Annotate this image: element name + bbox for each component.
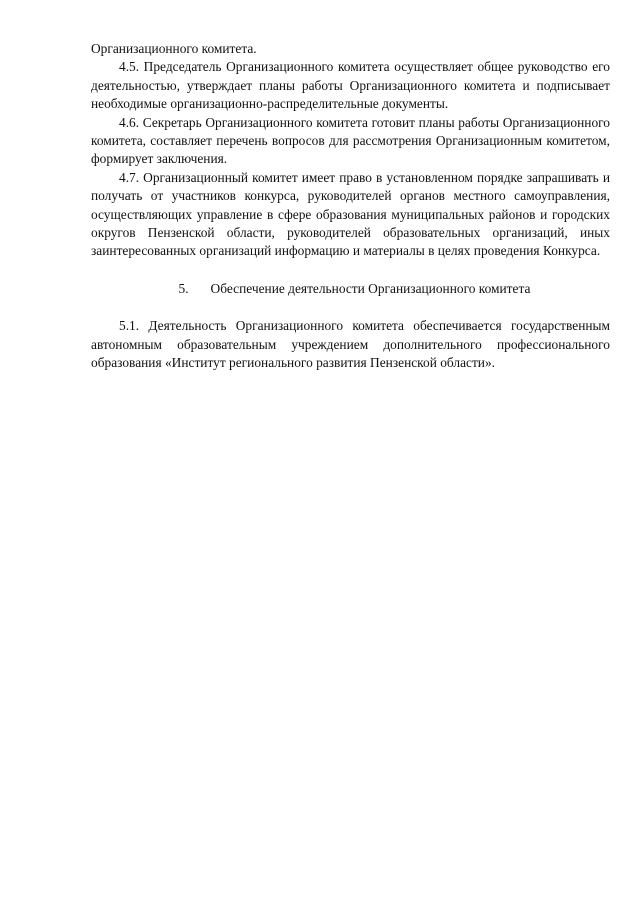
document-page bbox=[91, 40, 610, 373]
section-heading bbox=[91, 280, 610, 298]
paragraph-5-1: 5.1. Деятельность Организационного комитета обеспечивается государственным автономным образовательным учреждением дополнительного профессионального образования «Институт регионального развития Пензенской области». bbox=[91, 318, 610, 371]
paragraph-4-5: 4.5. Председатель Организационного комитета осуществляет общее руководство его деятельностью, утверждает планы работы Организационного комитета и подписывает необходимые организационно-распределительные документы. bbox=[91, 59, 610, 112]
paragraph-4-6: 4.6. Секретарь Организационного комитета готовит планы работы Организационного комитета, составляет перечень вопросов для рассмотрения Организационным комитетом, формирует заключения. bbox=[91, 114, 610, 167]
section-title: Обеспечение деятельности Организационного комитета bbox=[210, 280, 531, 296]
section-number: 5. bbox=[178, 280, 189, 296]
paragraph-continuation: Организационного комитета. bbox=[91, 41, 257, 56]
paragraph-4-7: 4.7. Организационный комитет имеет право в установленном порядке запрашивать и получать от участников конкурса, руководителей органов местного самоуправления, осуществляющих управление в сфере образования муниципальных районов и городских округов Пензенской области, руководителей образовательных организаций, иных заинтересованных организаций информацию и материалы в целях проведения Конкурса. bbox=[91, 169, 610, 259]
